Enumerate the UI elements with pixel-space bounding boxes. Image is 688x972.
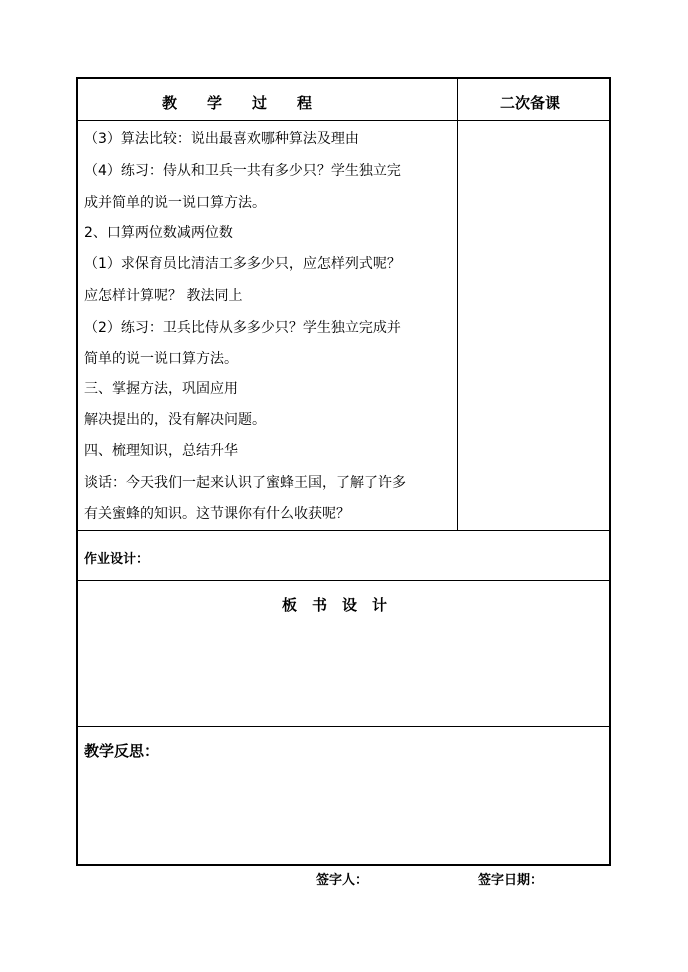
process-line: 三、掌握方法，巩固应用 (84, 381, 238, 397)
process-bottom-divider (78, 530, 609, 531)
process-line: 成并简单的说一说口算方法。 (84, 195, 266, 211)
teaching-process-header: 教 学 过 程 (162, 94, 313, 112)
homework-label: 作业设计： (84, 552, 150, 567)
process-line: 谈话：今天我们一起来认识了蜜蜂王国，了解了许多 (84, 475, 406, 491)
process-line: 有关蜜蜂的知识。这节课你有什么收获呢？ (84, 506, 350, 522)
process-line: 解决提出的，没有解决问题。 (84, 412, 266, 428)
process-line: 2、口算两位数减两位数 (84, 225, 233, 241)
board-design-title: 板 书 设 计 (282, 596, 388, 614)
lesson-plan-table (76, 77, 611, 866)
reflection-label: 教学反思： (84, 742, 160, 760)
column-divider (457, 79, 458, 530)
process-line: （3）算法比较：说出最喜欢哪种算法及理由 (84, 131, 359, 147)
process-line: 简单的说一说口算方法。 (84, 351, 238, 367)
process-line: （4）练习：侍从和卫兵一共有多少只？学生独立完 (84, 163, 401, 179)
process-line: （2）练习：卫兵比侍从多多少只？学生独立完成并 (84, 320, 401, 336)
signer-label: 签字人： (316, 873, 369, 888)
process-line: （1）求保育员比清洁工多多少只，应怎样列式呢？ (84, 256, 401, 272)
sign-date-label: 签字日期： (478, 873, 544, 888)
process-line: 四、梳理知识，总结升华 (84, 443, 238, 459)
homework-bottom-divider (78, 580, 609, 581)
header-divider (78, 120, 609, 121)
board-bottom-divider (78, 726, 609, 727)
process-line: 应怎样计算呢？ 教法同上 (84, 288, 243, 304)
second-preparation-header: 二次备课 (500, 94, 561, 112)
